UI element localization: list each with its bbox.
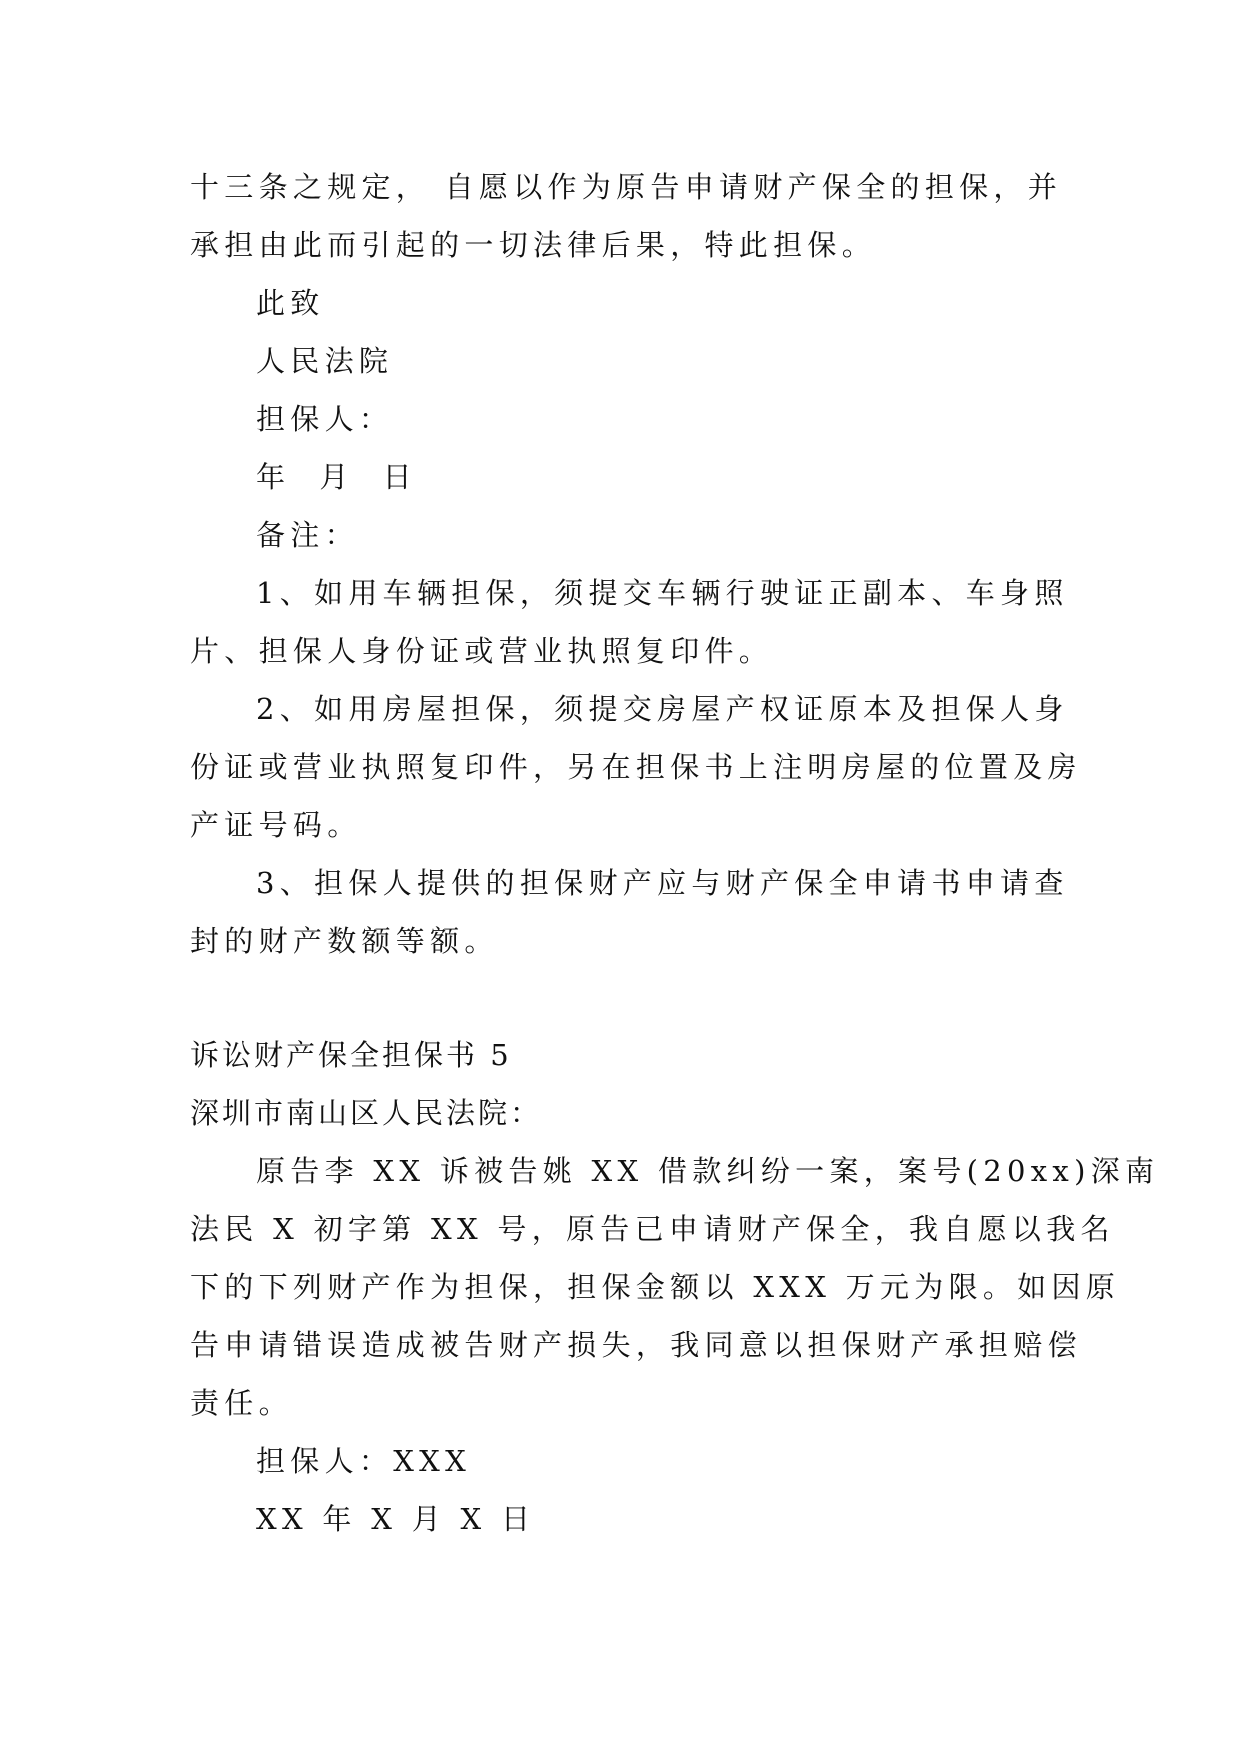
- notes-label: 备注：: [256, 518, 359, 552]
- note-2-line: 2、如用房屋担保，须提交房屋产权证原本及担保人身: [256, 692, 1069, 726]
- document-title: 诉讼财产保全担保书 5: [190, 1038, 512, 1072]
- section-gap: [190, 970, 1060, 1026]
- court-name: 人民法院: [256, 344, 394, 378]
- guarantor-signature: 担保人：XXX: [256, 1444, 472, 1478]
- addressee: 深圳市南山区人民法院：: [190, 1096, 543, 1130]
- guarantor-label: 担保人：: [256, 402, 394, 436]
- paragraph-line: 十三条之规定， 自愿以作为原告申请财产保全的担保，并: [190, 170, 1063, 204]
- body-line: 下的下列财产作为担保，担保金额以 XXX 万元为限。如因原: [190, 1270, 1121, 1304]
- document-body: [190, 158, 1160, 1548]
- note-3-line: 封的财产数额等额。: [190, 924, 499, 958]
- body-line: 原告李 XX 诉被告姚 XX 借款纠纷一案，案号(20xx)深南: [256, 1154, 1160, 1188]
- body-line: 告申请错误造成被告财产损失，我同意以担保财产承担赔偿: [190, 1328, 1082, 1362]
- note-2-line: 产证号码。: [190, 808, 362, 842]
- note-1-line: 片、担保人身份证或营业执照复印件。: [190, 634, 774, 668]
- note-3-line: 3、担保人提供的担保财产应与财产保全申请书申请查: [256, 866, 1069, 900]
- body-line: 法民 X 初字第 XX 号，原告已申请财产保全，我自愿以我名: [190, 1212, 1115, 1246]
- signature-date: XX 年 X 月 X 日: [256, 1502, 536, 1536]
- body-line: 责任。: [190, 1386, 293, 1420]
- paragraph-line: 承担由此而引起的一切法律后果，特此担保。: [190, 228, 877, 262]
- note-1-line: 1、如用车辆担保，须提交车辆行驶证正副本、车身照: [256, 576, 1069, 610]
- note-2-line: 份证或营业执照复印件，另在担保书上注明房屋的位置及房: [190, 750, 1082, 784]
- date-placeholder: 年 月 日: [256, 460, 417, 494]
- salutation: 此致: [256, 286, 325, 320]
